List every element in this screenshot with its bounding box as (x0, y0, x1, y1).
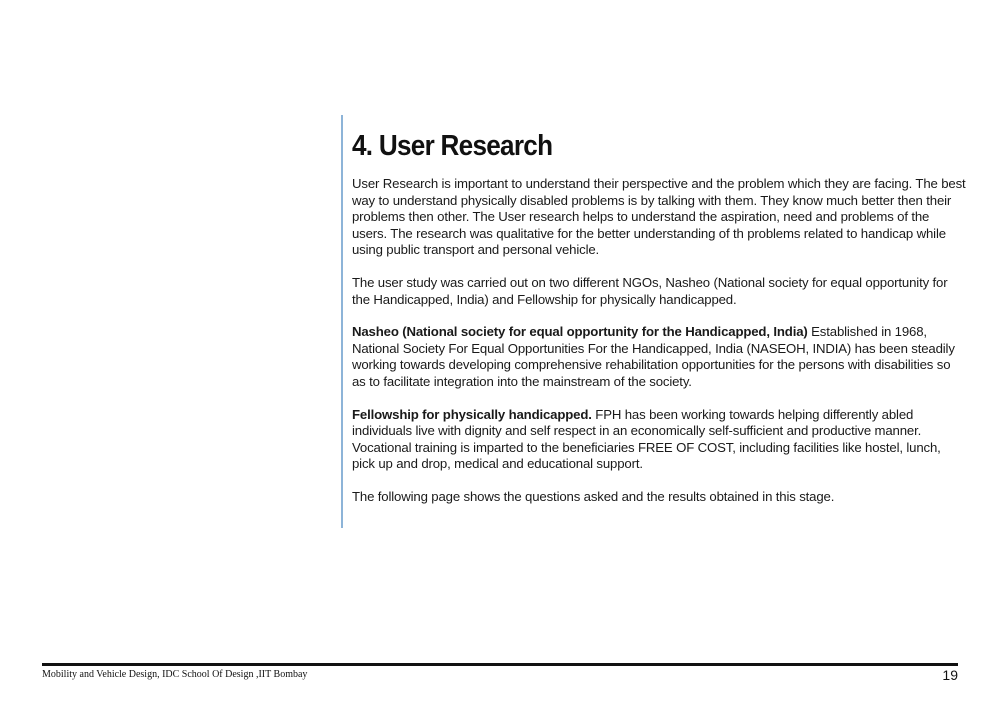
paragraph-fellowship-lead: Fellowship for physically handicapped. (352, 406, 592, 422)
paragraph-nasheo-lead: Nasheo (National society for equal opportunity for the Handicapped, India) (352, 324, 808, 340)
paragraph-nasheo (352, 324, 967, 390)
section-title: 4. User Research (352, 130, 553, 162)
section-accent-rule (341, 115, 343, 528)
paragraph-intro (352, 176, 967, 259)
paragraph-nasheo-text: Established in 1968, National Society For Equal Opportunities For the Handicapped, India (NASEOH, INDIA) has been steadily working towards developing comprehensive rehabilitation opportunities for the persons with disabilities so as to facilitate integration into the mainstream of the society. (352, 324, 955, 389)
footer-divider (42, 663, 958, 666)
page-number: 19 (942, 667, 958, 683)
paragraph-fellowship (352, 407, 967, 473)
footer-credit: Mobility and Vehicle Design, IDC School Of Design ,IIT Bombay (42, 669, 308, 680)
paragraph-intro-text: User Research is important to understand their perspective and the problem which they are facing. The best way to understand physically disabled problems is by talking with them. They know much better then their problems then other. The User research helps to understand the aspiration, need and problems of the users. The research was qualitative for the better understanding of th problems related to handicap while using public transport and personal vehicle. (352, 176, 966, 258)
paragraph-ngo-study-text: The user study was carried out on two different NGOs, Nasheo (National society for equal opportunity for the Handicapped, India) and Fellowship for physically handicapped. (352, 274, 948, 307)
section-content (352, 128, 967, 522)
paragraph-following-page (352, 489, 967, 506)
paragraph-ngo-study (352, 275, 967, 308)
paragraph-fellowship-text: FPH has been working towards helping differently abled individuals live with dignity and self respect in an economically self-sufficient and productive manner. Vocational training is imparted to the beneficiaries FREE OF COST, including facilities like hostel, lunch, pick up and drop, medical and educational support. (352, 406, 941, 472)
paragraph-following-page-text: The following page shows the questions asked and the results obtained in this stage. (352, 488, 835, 504)
